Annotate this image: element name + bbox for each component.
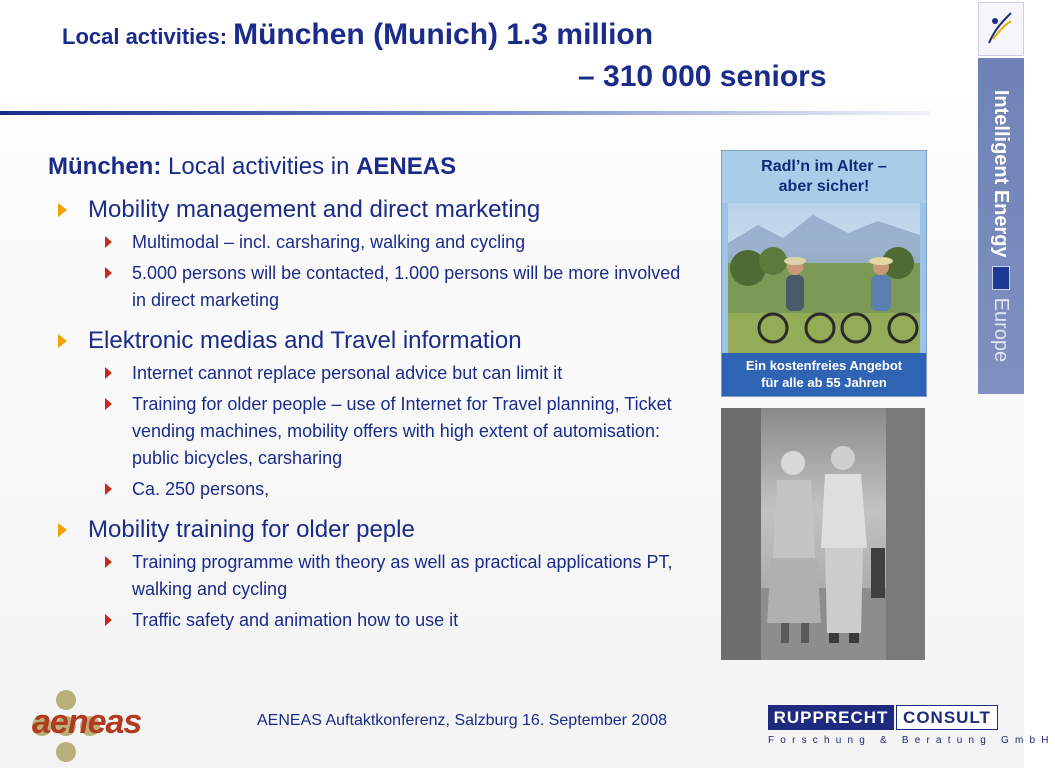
poster-headline-1: Radl’n im Alter – <box>761 158 887 175</box>
title-divider <box>0 111 930 115</box>
sub-bullet-arrow-icon <box>105 556 112 568</box>
eu-flag-icon <box>992 266 1010 290</box>
bullet-level-2 <box>105 476 698 503</box>
poster-photo-cyclists <box>728 203 920 353</box>
title-line-2: – 310 000 seniors <box>578 60 827 93</box>
intelligent-energy-logo <box>978 58 1024 394</box>
bullet-level-2 <box>105 260 698 314</box>
bullet-level-1 <box>58 326 698 356</box>
title-prefix: Local activities: <box>62 24 228 49</box>
sub-bullet-arrow-icon <box>105 614 112 626</box>
content-heading <box>48 153 456 181</box>
sub-bullet-arrow-icon <box>105 236 112 248</box>
bullet-level-1 <box>58 195 698 225</box>
poster-headline <box>722 157 926 197</box>
sub-bullet-text: Ca. 250 persons, <box>132 479 270 499</box>
cip-logo-icon <box>985 9 1015 49</box>
sub-bullet-text: Multimodal – incl. carsharing, walking and cycling <box>132 232 526 252</box>
bullet-level-1 <box>58 515 698 545</box>
cip-logo <box>978 2 1024 56</box>
bullet-text: Elektronic medias and Travel information <box>88 327 522 354</box>
poster-footer-2: für alle ab 55 Jahren <box>761 375 887 390</box>
ie-brand-light: Europe <box>990 297 1013 363</box>
bullet-arrow-icon <box>58 334 67 348</box>
sub-bullet-text: Traffic safety and animation how to use it <box>132 610 459 630</box>
heading-text: Local activities in <box>161 153 357 180</box>
sub-bullet-text: Training programme with theory as well as practical applications PT, walking and cycling <box>132 552 673 599</box>
rc-logo-left: RUPPRECHT <box>768 705 894 730</box>
bullet-text: Mobility management and direct marketing <box>88 196 541 223</box>
cycling-poster <box>721 150 927 397</box>
rupprecht-consult-logo <box>768 705 1055 757</box>
slide-title <box>62 18 653 52</box>
bullet-level-2 <box>105 391 698 472</box>
bullet-level-2 <box>105 607 698 634</box>
sub-bullet-arrow-icon <box>105 267 112 279</box>
aeneas-logo-text: aeneas <box>32 703 142 741</box>
seniors-walking-photo <box>721 408 925 660</box>
seniors-walking-illustration <box>721 408 925 660</box>
bullet-list <box>58 195 698 638</box>
heading-city: München: <box>48 153 162 180</box>
bullet-arrow-icon <box>58 203 67 217</box>
bullet-level-2 <box>105 229 698 256</box>
sub-bullet-arrow-icon <box>105 367 112 379</box>
poster-headline-2: aber sicher! <box>778 178 870 195</box>
sub-bullet-text: 5.000 persons will be contacted, 1.000 persons will be more involved in direct marketing <box>132 263 681 310</box>
footer-text: AENEAS Auftaktkonferenz, Salzburg 16. September 2008 <box>257 712 668 729</box>
sub-bullet-arrow-icon <box>105 483 112 495</box>
rc-logo-right: CONSULT <box>896 705 998 730</box>
bullet-level-2 <box>105 549 698 603</box>
cyclists-illustration <box>728 203 920 353</box>
heading-project: AENEAS <box>356 153 457 180</box>
rc-logo-subtitle: Forschung & Beratung GmbH <box>768 735 1055 746</box>
poster-footer-1: Ein kostenfreies Angebot <box>745 358 903 373</box>
bullet-arrow-icon <box>58 523 67 537</box>
bullet-text: Mobility training for older peple <box>88 516 415 543</box>
poster-footer <box>722 357 926 391</box>
sub-bullet-text: Internet cannot replace personal advice but can limit it <box>132 363 563 383</box>
title-main: München (Munich) 1.3 million <box>233 18 654 51</box>
sub-bullet-arrow-icon <box>105 398 112 410</box>
sub-bullet-text: Training for older people – use of Internet for Travel planning, Ticket vending machines, mobility offers with high extent of automisation: public bicycles, carsharing <box>132 394 672 468</box>
ie-brand-bold: Intelligent Energy <box>990 89 1013 258</box>
bullet-level-2 <box>105 360 698 387</box>
